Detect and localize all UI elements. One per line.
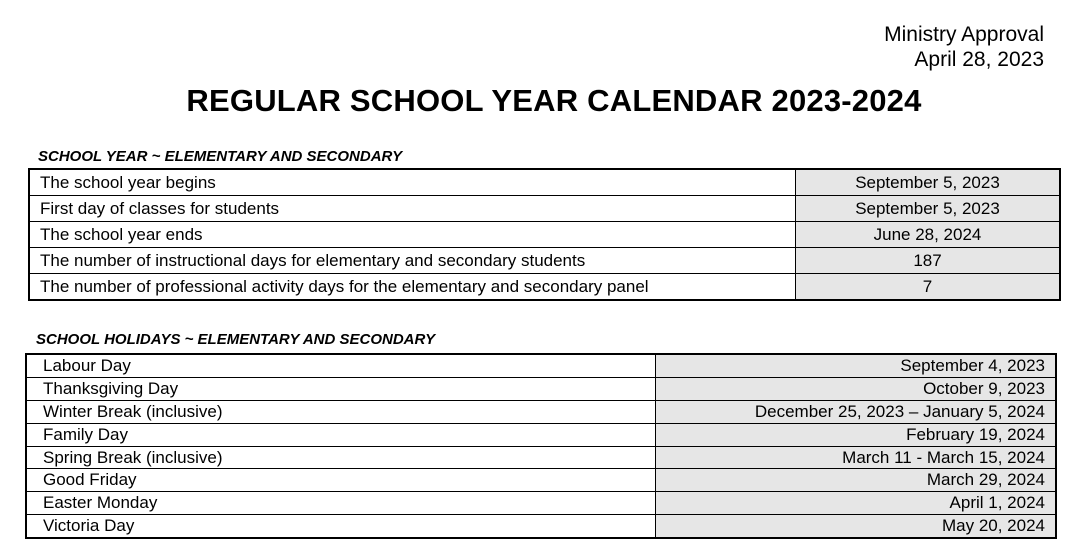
table-row	[29, 169, 1060, 196]
table-row	[26, 423, 1056, 446]
table-row	[29, 274, 1060, 301]
page-title: REGULAR SCHOOL YEAR CALENDAR 2023-2024	[186, 83, 922, 118]
holiday-date: February 19, 2024	[656, 423, 1057, 446]
school-holidays-heading: SCHOOL HOLIDAYS ~ ELEMENTARY AND SECONDARY	[36, 331, 436, 348]
school-year-table	[28, 168, 1061, 301]
table-row	[26, 469, 1056, 492]
table-row	[29, 248, 1060, 274]
row-label: First day of classes for students	[29, 196, 796, 222]
holiday-name: Spring Break (inclusive)	[26, 446, 656, 469]
row-label: The school year ends	[29, 222, 796, 248]
row-value: 7	[796, 274, 1061, 301]
holiday-name: Labour Day	[26, 354, 656, 377]
holiday-date: March 29, 2024	[656, 469, 1057, 492]
ministry-approval	[884, 22, 1044, 72]
school-year-heading: SCHOOL YEAR ~ ELEMENTARY AND SECONDARY	[38, 148, 403, 165]
holiday-name: Thanksgiving Day	[26, 377, 656, 400]
holiday-name: Victoria Day	[26, 515, 656, 538]
table-row	[26, 492, 1056, 515]
table-row	[26, 377, 1056, 400]
holiday-date: October 9, 2023	[656, 377, 1057, 400]
row-value: June 28, 2024	[796, 222, 1061, 248]
holiday-name: Good Friday	[26, 469, 656, 492]
table-row	[26, 354, 1056, 377]
school-holidays-table	[25, 353, 1057, 539]
table-row	[26, 515, 1056, 538]
table-row	[29, 222, 1060, 248]
holiday-name: Easter Monday	[26, 492, 656, 515]
row-value: 187	[796, 248, 1061, 274]
holiday-date: September 4, 2023	[656, 354, 1057, 377]
table-row	[26, 400, 1056, 423]
row-label: The number of instructional days for elementary and secondary students	[29, 248, 796, 274]
table-row	[26, 446, 1056, 469]
row-label: The school year begins	[29, 169, 796, 196]
holiday-date: April 1, 2024	[656, 492, 1057, 515]
holiday-date: December 25, 2023 – January 5, 2024	[656, 400, 1057, 423]
holiday-date: March 11 - March 15, 2024	[656, 446, 1057, 469]
holiday-name: Family Day	[26, 423, 656, 446]
row-value: September 5, 2023	[796, 196, 1061, 222]
row-label: The number of professional activity days for the elementary and secondary panel	[29, 274, 796, 301]
holiday-name: Winter Break (inclusive)	[26, 400, 656, 423]
approval-label: Ministry Approval	[884, 23, 1044, 46]
table-row	[29, 196, 1060, 222]
row-value: September 5, 2023	[796, 169, 1061, 196]
holiday-date: May 20, 2024	[656, 515, 1057, 538]
approval-date: April 28, 2023	[914, 48, 1044, 71]
